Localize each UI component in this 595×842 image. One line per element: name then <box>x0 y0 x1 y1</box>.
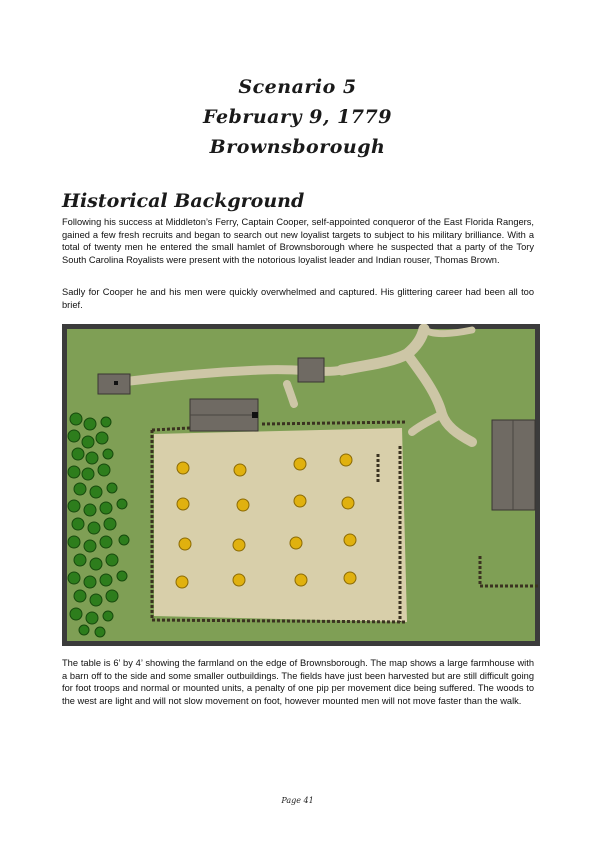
page-number: Page 41 <box>281 796 314 805</box>
background-paragraph-1: Following his success at Middleton’s Ferry, Captain Cooper, self-appointed conqueror of the East Florida Rangers, gained a few fresh recruits and began to search out new loyalist targets to subject to his military brilliance. With a total of twenty men he entered the small hamlet of Brownsborough where he suspected that a party of the Tory South Carolina Royalists were present with the notorious loyalist leader and Indian rouser, Thomas Brown. <box>62 217 534 265</box>
harvested-field <box>154 428 407 622</box>
farmhouse-chimney <box>252 412 258 418</box>
outbuilding-north <box>298 358 324 382</box>
scenario-number: Scenario 5 <box>238 76 357 98</box>
background-paragraph-2: Sadly for Cooper he and his men were quickly overwhelmed and captured. His glittering career had been all too brief. <box>62 287 534 310</box>
scenario-location: Brownsborough <box>209 136 386 158</box>
section-heading: Historical Background <box>62 190 305 212</box>
battlefield-map <box>62 324 540 646</box>
scenario-title-block <box>0 72 595 162</box>
table-description-paragraph: The table is 6’ by 4’ showing the farmland on the edge of Brownsborough. The map shows a large farmhouse with a barn off to the side and some smaller outbuildings. The fields have just been harvested but are still difficult going for foot troops and normal or mounted units, a penalty of one pip per movement dice being suffered. The woods to the west are light and will not slow movement on foot, however mounted men will not move faster than the walk. <box>62 658 534 706</box>
scenario-date: February 9, 1779 <box>203 106 392 128</box>
